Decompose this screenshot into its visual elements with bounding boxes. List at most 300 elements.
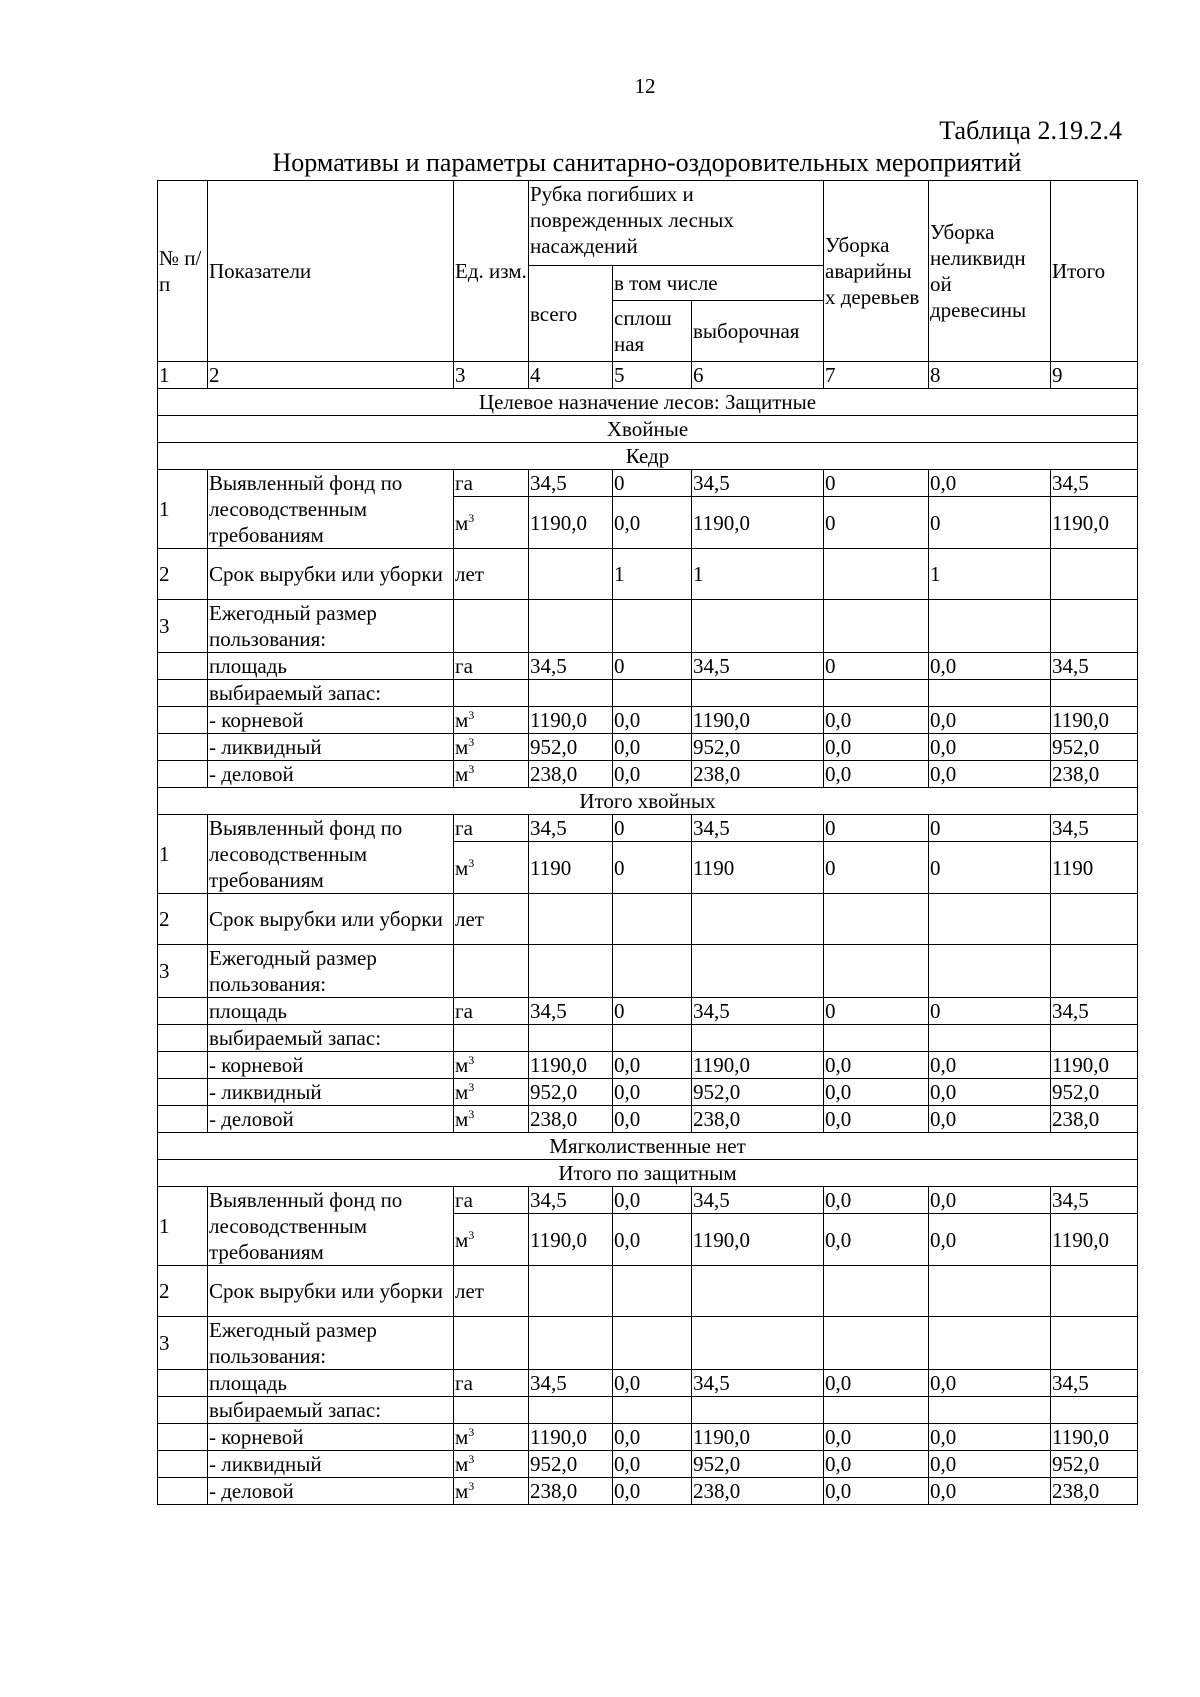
value-cell: 0,0 <box>824 1214 929 1266</box>
value-cell: 0,0 <box>613 1079 692 1106</box>
column-number: 2 <box>208 362 454 389</box>
value-cell: 0,0 <box>824 707 929 734</box>
value-cell: 34,5 <box>692 1187 824 1214</box>
empty-cell <box>692 680 824 707</box>
indicator-label: площадь <box>208 998 454 1025</box>
value-cell: 952,0 <box>1051 1451 1138 1478</box>
unit-superscript: 3 <box>468 1053 475 1067</box>
data-row <box>158 734 1138 761</box>
value-cell: 34,5 <box>1051 815 1138 842</box>
value-cell <box>824 1266 929 1317</box>
empty-cell <box>929 680 1051 707</box>
empty-cell <box>158 1397 208 1424</box>
row-number: 2 <box>158 894 208 945</box>
value-cell: 1190 <box>1051 842 1138 894</box>
empty-cell <box>824 600 929 653</box>
indicator-label: Срок вырубки или уборки <box>208 549 454 600</box>
value-cell: 0 <box>824 842 929 894</box>
value-cell <box>529 894 613 945</box>
data-row <box>158 1451 1138 1478</box>
indicator-label: выбираемый запас: <box>208 1397 454 1424</box>
value-cell: 0,0 <box>824 1106 929 1133</box>
unit-cell <box>454 734 529 761</box>
indicator-label: Срок вырубки или уборки <box>208 894 454 945</box>
value-cell: 952,0 <box>692 1079 824 1106</box>
indicator-label: Ежегодный размер пользования: <box>208 1317 454 1370</box>
value-cell: 238,0 <box>1051 1106 1138 1133</box>
value-cell: 1190,0 <box>529 707 613 734</box>
value-cell <box>613 1266 692 1317</box>
value-cell: 0,0 <box>613 707 692 734</box>
value-cell: 0,0 <box>824 761 929 788</box>
indicator-label: площадь <box>208 653 454 680</box>
data-row <box>158 1478 1138 1505</box>
value-cell: 1190,0 <box>529 1424 613 1451</box>
empty-cell <box>529 945 613 998</box>
value-cell: 0,0 <box>613 1106 692 1133</box>
data-row <box>158 653 1138 680</box>
section-row <box>158 1160 1138 1187</box>
empty-cell <box>158 680 208 707</box>
unit-cell <box>454 1451 529 1478</box>
value-cell: 34,5 <box>529 470 613 497</box>
unit-cell: га <box>454 470 529 497</box>
table-title: Нормативы и параметры санитарно-оздоровительных мероприятий <box>272 148 1022 177</box>
unit-cell <box>454 1214 529 1266</box>
value-cell: 1190 <box>692 842 824 894</box>
empty-cell <box>1051 1025 1138 1052</box>
row-number: 3 <box>158 1317 208 1370</box>
empty-cell <box>824 1317 929 1370</box>
value-cell: 952,0 <box>529 1079 613 1106</box>
section-row <box>158 443 1138 470</box>
indicator-label: Срок вырубки или уборки <box>208 1266 454 1317</box>
value-cell: 0,0 <box>824 1187 929 1214</box>
value-cell: 34,5 <box>1051 998 1138 1025</box>
data-row <box>158 761 1138 788</box>
empty-cell <box>158 653 208 680</box>
value-cell: 0 <box>613 815 692 842</box>
value-cell: 1190,0 <box>529 1214 613 1266</box>
header-including: в том числе <box>613 266 824 301</box>
value-cell: 0,0 <box>613 761 692 788</box>
value-cell <box>1051 894 1138 945</box>
empty-cell <box>1051 600 1138 653</box>
value-cell <box>1051 1266 1138 1317</box>
value-cell: 238,0 <box>692 761 824 788</box>
value-cell: 952,0 <box>529 734 613 761</box>
empty-cell <box>158 1478 208 1505</box>
column-number: 4 <box>529 362 613 389</box>
value-cell: 0,0 <box>929 1214 1051 1266</box>
value-cell: 34,5 <box>529 998 613 1025</box>
data-row <box>158 1079 1138 1106</box>
empty-cell <box>454 1397 529 1424</box>
value-cell: 1 <box>692 549 824 600</box>
value-cell: 34,5 <box>692 815 824 842</box>
unit-label: м <box>455 1479 469 1503</box>
norms-table <box>157 180 1138 1505</box>
unit-cell <box>454 842 529 894</box>
value-cell: 0,0 <box>824 1079 929 1106</box>
indicator-label: - корневой <box>208 707 454 734</box>
value-cell: 952,0 <box>1051 734 1138 761</box>
value-cell: 238,0 <box>529 1478 613 1505</box>
data-row <box>158 1052 1138 1079</box>
column-number: 7 <box>824 362 929 389</box>
empty-cell <box>613 1397 692 1424</box>
value-cell: 0 <box>824 470 929 497</box>
unit-cell: лет <box>454 1266 529 1317</box>
unit-superscript: 3 <box>468 855 475 870</box>
row-number: 3 <box>158 600 208 653</box>
value-cell <box>529 549 613 600</box>
row-number: 1 <box>158 1187 208 1266</box>
value-cell: 0 <box>613 842 692 894</box>
value-cell: 0,0 <box>613 734 692 761</box>
indicator-label: - корневой <box>208 1424 454 1451</box>
unit-label: м <box>455 510 469 535</box>
table-number: Таблица 2.19.2.4 <box>939 116 1122 145</box>
column-numbers-row <box>158 362 1138 389</box>
value-cell: 238,0 <box>1051 761 1138 788</box>
data-row <box>158 549 1138 600</box>
value-cell: 0,0 <box>824 1424 929 1451</box>
empty-cell <box>529 600 613 653</box>
empty-cell <box>929 600 1051 653</box>
value-cell: 34,5 <box>1051 653 1138 680</box>
unit-label: м <box>455 1452 469 1476</box>
header-unit: Ед. изм. <box>454 181 529 362</box>
data-row <box>158 1187 1138 1214</box>
value-cell: 34,5 <box>1051 470 1138 497</box>
empty-cell <box>454 600 529 653</box>
unit-superscript: 3 <box>468 735 475 749</box>
row-number: 1 <box>158 470 208 549</box>
value-cell: 34,5 <box>1051 1187 1138 1214</box>
value-cell: 1190,0 <box>692 497 824 549</box>
unit-superscript: 3 <box>468 1452 475 1466</box>
header-result: Итого <box>1051 181 1138 362</box>
empty-cell <box>158 761 208 788</box>
section-title: Итого хвойных <box>158 788 1138 815</box>
data-row <box>158 1397 1138 1424</box>
unit-cell <box>454 707 529 734</box>
header-total: всего <box>529 266 613 362</box>
unit-label: м <box>455 735 469 759</box>
unit-superscript: 3 <box>468 708 475 722</box>
value-cell: 0,0 <box>613 1187 692 1214</box>
value-cell: 0,0 <box>929 1187 1051 1214</box>
value-cell <box>824 894 929 945</box>
unit-superscript: 3 <box>468 1227 475 1242</box>
section-title: Целевое назначение лесов: Защитные <box>158 389 1138 416</box>
empty-cell <box>158 998 208 1025</box>
empty-cell <box>454 945 529 998</box>
unit-cell: га <box>454 1187 529 1214</box>
value-cell: 0 <box>613 470 692 497</box>
unit-label: м <box>455 1227 469 1252</box>
empty-cell <box>613 945 692 998</box>
row-number: 3 <box>158 945 208 998</box>
value-cell <box>692 894 824 945</box>
unit-cell: га <box>454 1370 529 1397</box>
value-cell: 0,0 <box>824 1370 929 1397</box>
value-cell: 0,0 <box>929 653 1051 680</box>
value-cell: 0,0 <box>929 761 1051 788</box>
value-cell: 0,0 <box>929 1424 1051 1451</box>
section-row <box>158 416 1138 443</box>
unit-cell <box>454 497 529 549</box>
section-row <box>158 1133 1138 1160</box>
indicator-label: Ежегодный размер пользования: <box>208 600 454 653</box>
empty-cell <box>158 1106 208 1133</box>
indicator-label: - корневой <box>208 1052 454 1079</box>
empty-cell <box>824 945 929 998</box>
data-row <box>158 1106 1138 1133</box>
unit-superscript: 3 <box>468 1425 475 1439</box>
section-row <box>158 788 1138 815</box>
empty-cell <box>929 945 1051 998</box>
value-cell: 1190 <box>529 842 613 894</box>
column-number: 8 <box>929 362 1051 389</box>
indicator-label: - ликвидный <box>208 734 454 761</box>
empty-cell <box>158 1025 208 1052</box>
empty-cell <box>158 1052 208 1079</box>
value-cell: 1190,0 <box>692 1214 824 1266</box>
empty-cell <box>454 1317 529 1370</box>
empty-cell <box>613 1317 692 1370</box>
value-cell: 34,5 <box>529 815 613 842</box>
empty-cell <box>929 1397 1051 1424</box>
data-row <box>158 1025 1138 1052</box>
empty-cell <box>158 1424 208 1451</box>
value-cell: 34,5 <box>529 653 613 680</box>
data-row <box>158 707 1138 734</box>
indicator-label: - деловой <box>208 761 454 788</box>
indicator-label: - деловой <box>208 1106 454 1133</box>
empty-cell <box>929 1025 1051 1052</box>
value-cell: 0,0 <box>613 497 692 549</box>
value-cell: 0,0 <box>613 1370 692 1397</box>
column-number: 3 <box>454 362 529 389</box>
unit-superscript: 3 <box>468 1479 475 1493</box>
value-cell: 0,0 <box>613 1424 692 1451</box>
value-cell: 0,0 <box>929 1079 1051 1106</box>
header-felling: Рубка погибших и поврежденных лесных насаждений <box>529 181 824 266</box>
unit-cell <box>454 1424 529 1451</box>
empty-cell <box>1051 680 1138 707</box>
value-cell: 1190,0 <box>529 497 613 549</box>
column-number: 6 <box>692 362 824 389</box>
empty-cell <box>613 600 692 653</box>
indicator-label: площадь <box>208 1370 454 1397</box>
indicator-label: - ликвидный <box>208 1451 454 1478</box>
value-cell: 0,0 <box>824 1478 929 1505</box>
empty-cell <box>158 707 208 734</box>
empty-cell <box>692 1025 824 1052</box>
value-cell: 0 <box>613 653 692 680</box>
data-row <box>158 1266 1138 1317</box>
value-cell: 238,0 <box>1051 1478 1138 1505</box>
empty-cell <box>929 1317 1051 1370</box>
indicator-label: Выявленный фонд по лесоводственным требованиям <box>208 470 454 549</box>
data-row <box>158 945 1138 998</box>
value-cell: 34,5 <box>529 1187 613 1214</box>
unit-cell <box>454 1478 529 1505</box>
empty-cell <box>1051 945 1138 998</box>
value-cell: 1190,0 <box>529 1052 613 1079</box>
value-cell: 0 <box>929 497 1051 549</box>
value-cell: 1190,0 <box>692 1424 824 1451</box>
unit-label: м <box>455 855 469 880</box>
value-cell <box>613 894 692 945</box>
header-emergency: Уборка аварийны х деревьев <box>824 181 929 362</box>
unit-cell: лет <box>454 549 529 600</box>
value-cell: 238,0 <box>692 1106 824 1133</box>
column-number: 9 <box>1051 362 1138 389</box>
unit-label: м <box>455 708 469 732</box>
data-row <box>158 894 1138 945</box>
value-cell <box>1051 549 1138 600</box>
unit-label: м <box>455 1080 469 1104</box>
empty-cell <box>824 1025 929 1052</box>
header-indicator: Показатели <box>208 181 454 362</box>
header-row <box>158 181 1138 266</box>
value-cell: 0,0 <box>824 1052 929 1079</box>
unit-superscript: 3 <box>468 1080 475 1094</box>
value-cell: 34,5 <box>1051 1370 1138 1397</box>
value-cell: 0,0 <box>929 1478 1051 1505</box>
empty-cell <box>692 945 824 998</box>
empty-cell <box>1051 1397 1138 1424</box>
row-number: 1 <box>158 815 208 894</box>
section-title: Итого по защитным <box>158 1160 1138 1187</box>
unit-cell <box>454 1106 529 1133</box>
value-cell: 34,5 <box>529 1370 613 1397</box>
section-title: Кедр <box>158 443 1138 470</box>
value-cell: 0,0 <box>929 734 1051 761</box>
empty-cell <box>692 1317 824 1370</box>
data-row <box>158 1317 1138 1370</box>
value-cell: 952,0 <box>529 1451 613 1478</box>
value-cell: 1190,0 <box>1051 1424 1138 1451</box>
unit-superscript: 3 <box>468 510 475 525</box>
value-cell: 238,0 <box>692 1478 824 1505</box>
value-cell: 952,0 <box>692 1451 824 1478</box>
value-cell: 1190,0 <box>1051 1052 1138 1079</box>
row-number: 2 <box>158 1266 208 1317</box>
indicator-label: Ежегодный размер пользования: <box>208 945 454 998</box>
header-num: № п/п <box>158 181 208 362</box>
empty-cell <box>158 1370 208 1397</box>
value-cell: 1190,0 <box>1051 497 1138 549</box>
unit-cell <box>454 1079 529 1106</box>
value-cell: 34,5 <box>692 470 824 497</box>
data-row <box>158 600 1138 653</box>
value-cell: 238,0 <box>529 761 613 788</box>
page-number: 12 <box>634 74 656 98</box>
empty-cell <box>692 600 824 653</box>
section-row <box>158 389 1138 416</box>
value-cell: 34,5 <box>692 1370 824 1397</box>
unit-label: м <box>455 1107 469 1131</box>
value-cell: 1 <box>929 549 1051 600</box>
unit-superscript: 3 <box>468 1107 475 1121</box>
value-cell: 0,0 <box>929 1370 1051 1397</box>
value-cell: 0,0 <box>929 1106 1051 1133</box>
value-cell: 0,0 <box>613 1214 692 1266</box>
column-number: 5 <box>613 362 692 389</box>
unit-cell <box>454 761 529 788</box>
value-cell <box>824 549 929 600</box>
empty-cell <box>454 1025 529 1052</box>
row-number: 2 <box>158 549 208 600</box>
value-cell <box>929 1266 1051 1317</box>
unit-cell: га <box>454 653 529 680</box>
data-row <box>158 1424 1138 1451</box>
value-cell: 0,0 <box>929 470 1051 497</box>
value-cell: 0 <box>929 842 1051 894</box>
value-cell: 0 <box>824 653 929 680</box>
value-cell: 952,0 <box>1051 1079 1138 1106</box>
empty-cell <box>824 1397 929 1424</box>
value-cell: 0,0 <box>613 1451 692 1478</box>
empty-cell <box>613 1025 692 1052</box>
value-cell: 0,0 <box>824 1451 929 1478</box>
header-illiquid: Уборка неликвидн ой древесины <box>929 181 1051 362</box>
value-cell: 0,0 <box>824 734 929 761</box>
data-row <box>158 680 1138 707</box>
empty-cell <box>158 1451 208 1478</box>
unit-superscript: 3 <box>468 762 475 776</box>
data-row <box>158 470 1138 497</box>
empty-cell <box>529 1397 613 1424</box>
value-cell: 1190,0 <box>1051 707 1138 734</box>
empty-cell <box>824 680 929 707</box>
value-cell: 34,5 <box>692 653 824 680</box>
value-cell: 1190,0 <box>692 1052 824 1079</box>
indicator-label: Выявленный фонд по лесоводственным требованиям <box>208 1187 454 1266</box>
value-cell: 0,0 <box>929 1451 1051 1478</box>
value-cell: 0 <box>824 998 929 1025</box>
empty-cell <box>454 680 529 707</box>
section-title: Мягколиственные нет <box>158 1133 1138 1160</box>
indicator-label: - деловой <box>208 1478 454 1505</box>
header-clear: сплош ная <box>613 301 692 362</box>
unit-label: м <box>455 1425 469 1449</box>
value-cell: 1 <box>613 549 692 600</box>
header-selective: выборочная <box>692 301 824 362</box>
unit-label: м <box>455 1053 469 1077</box>
value-cell: 0 <box>824 815 929 842</box>
value-cell <box>929 894 1051 945</box>
value-cell: 1190,0 <box>1051 1214 1138 1266</box>
indicator-label: - ликвидный <box>208 1079 454 1106</box>
empty-cell <box>529 680 613 707</box>
value-cell: 0 <box>613 998 692 1025</box>
unit-cell: га <box>454 998 529 1025</box>
data-row <box>158 815 1138 842</box>
column-number: 1 <box>158 362 208 389</box>
unit-cell <box>454 1052 529 1079</box>
data-row <box>158 998 1138 1025</box>
empty-cell <box>529 1025 613 1052</box>
value-cell: 0,0 <box>613 1478 692 1505</box>
value-cell: 0,0 <box>613 1052 692 1079</box>
empty-cell <box>158 734 208 761</box>
value-cell: 0,0 <box>929 1052 1051 1079</box>
